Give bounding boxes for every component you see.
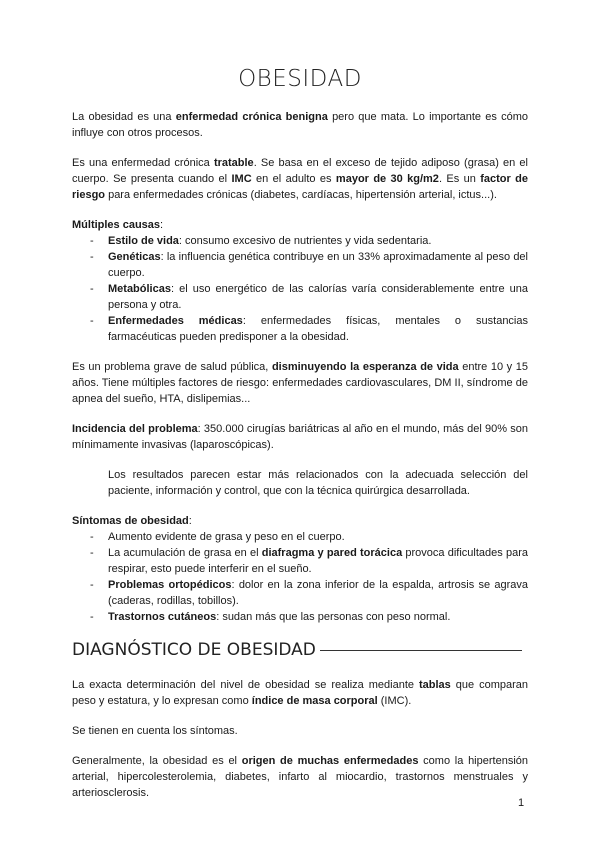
- section-heading-text: DIAGNÓSTICO DE OBESIDAD: [72, 640, 316, 660]
- bold-text: origen de muchas enfermedades: [241, 755, 419, 767]
- paragraph: [72, 109, 528, 141]
- bold-text: Metabólicas: [108, 283, 171, 295]
- text-run: . Se basa en el exceso de tejido adiposo (grasa) en el cuerpo. Se presenta cuando el: [72, 157, 528, 185]
- section-heading: [72, 639, 528, 661]
- list-dash-marker: -: [90, 235, 94, 247]
- text-run: :: [160, 219, 164, 231]
- text-run: en el adulto es: [251, 173, 336, 185]
- text-run: Generalmente, la obesidad es el: [72, 755, 242, 767]
- text-run: : 350.000 cirugías bariátricas al año en el mundo, más del 90% son mínimamente invasivas (laparoscópicas).: [72, 423, 528, 451]
- paragraph: [72, 155, 528, 203]
- paragraph: [72, 421, 528, 453]
- text-run: : enfermedades físicas, mentales o sustancias farmacéuticas pueden predisponer a la obesidad.: [108, 315, 528, 343]
- list-dash-marker: -: [90, 315, 94, 327]
- text-run: Se tienen en cuenta los síntomas.: [72, 725, 238, 737]
- list-item: [72, 577, 528, 609]
- list-item: [72, 609, 528, 625]
- paragraph: [72, 359, 528, 407]
- text-run: provoca dificultades para respirar, esto puede interferir en el sueño.: [108, 547, 528, 575]
- bold-text: mayor de 30 kg/m2: [335, 173, 439, 185]
- text-run: : dolor en la zona inferior de la espalda, artrosis se agrava (caderas, rodillas, tobillos).: [108, 579, 528, 607]
- text-run: . Es un: [438, 173, 481, 185]
- document-title: OBESIDAD: [238, 66, 362, 92]
- text-run: pero que mata. Lo importante es cómo influye con otros procesos.: [72, 111, 528, 139]
- list-item: [72, 313, 528, 345]
- list-item: [72, 281, 528, 313]
- list-dash-marker: -: [90, 251, 94, 263]
- text-run: como la hipertensión arterial, hipercolesterolemia, diabetes, infarto al miocardio, trastornos menstruales y arteriosclerosis.: [72, 755, 528, 799]
- bullet-list: [72, 529, 528, 625]
- text-run: para enfermedades crónicas (diabetes, cardíacas, hipertensión arterial, ictus...).: [105, 189, 497, 201]
- text-run: : el uso energético de las calorías varía considerablemente entre una persona y otra.: [108, 283, 528, 311]
- list-item: [72, 249, 528, 281]
- list-label: [72, 217, 528, 233]
- text-run: que comparan peso y estatura, y lo expresan como: [72, 679, 528, 707]
- text-run: : la influencia genética contribuye en un 33% aproximadamente al peso del cuerpo.: [108, 251, 528, 279]
- bold-text: Genéticas: [108, 251, 161, 263]
- list-item: [72, 545, 528, 577]
- document-body: [72, 109, 528, 815]
- list-item: [72, 529, 528, 545]
- text-run: (IMC).: [377, 695, 412, 707]
- text-run: entre 10 y 15 años. Tiene múltiples factores de riesgo: enfermedades cardiovasculares, DM II, síndrome de apnea del sueño, HTA, dislipemias...: [72, 361, 528, 405]
- text-run: Es un problema grave de salud pública,: [72, 361, 272, 373]
- bold-text: Problemas ortopédicos: [108, 579, 232, 591]
- bold-text: factor de riesgo: [72, 173, 528, 201]
- text-run: :: [188, 515, 192, 527]
- text-run: Los resultados parecen estar más relacionados con la adecuada selección del paciente, información y control, que con la técnica quirúrgica desarrollada.: [108, 469, 528, 497]
- text-run: : consumo excesivo de nutrientes y vida sedentaria.: [178, 235, 432, 247]
- bold-text: Enfermedades médicas: [108, 315, 243, 327]
- bold-text: disminuyendo la esperanza de vida: [271, 361, 459, 373]
- paragraph: [72, 753, 528, 801]
- bold-text: tablas: [418, 679, 451, 691]
- list-label: [72, 513, 528, 529]
- bold-text: Trastornos cutáneos: [108, 611, 217, 623]
- list-dash-marker: -: [90, 611, 94, 623]
- text-run: : sudan más que las personas con peso normal.: [216, 611, 451, 623]
- list-dash-marker: -: [90, 283, 94, 295]
- text-run: Aumento evidente de grasa y peso en el cuerpo.: [108, 531, 345, 543]
- heading-rule: [320, 650, 522, 651]
- paragraph: [72, 723, 528, 739]
- text-run: La obesidad es una: [72, 111, 176, 123]
- bold-text: enfermedad crónica benigna: [175, 111, 328, 123]
- list-item: [72, 233, 528, 249]
- list-dash-marker: -: [90, 531, 94, 543]
- bold-text: Incidencia del problema: [72, 423, 198, 435]
- text-run: La exacta determinación del nivel de obesidad se realiza mediante: [72, 679, 419, 691]
- paragraph: [72, 677, 528, 709]
- bold-text: diafragma y pared torácica: [261, 547, 403, 559]
- bold-text: índice de masa corporal: [251, 695, 378, 707]
- bold-text: Estilo de vida: [108, 235, 179, 247]
- bold-text: Síntomas de obesidad: [72, 515, 189, 527]
- indented-paragraph: [72, 467, 528, 499]
- bullet-list: [72, 233, 528, 345]
- bold-text: tratable: [213, 157, 254, 169]
- bold-text: Múltiples causas: [72, 219, 161, 231]
- text-run: La acumulación de grasa en el: [108, 547, 262, 559]
- text-run: Es una enfermedad crónica: [72, 157, 214, 169]
- list-dash-marker: -: [90, 579, 94, 591]
- page-number: 1: [518, 797, 525, 809]
- list-dash-marker: -: [90, 547, 94, 559]
- bold-text: IMC: [231, 173, 252, 185]
